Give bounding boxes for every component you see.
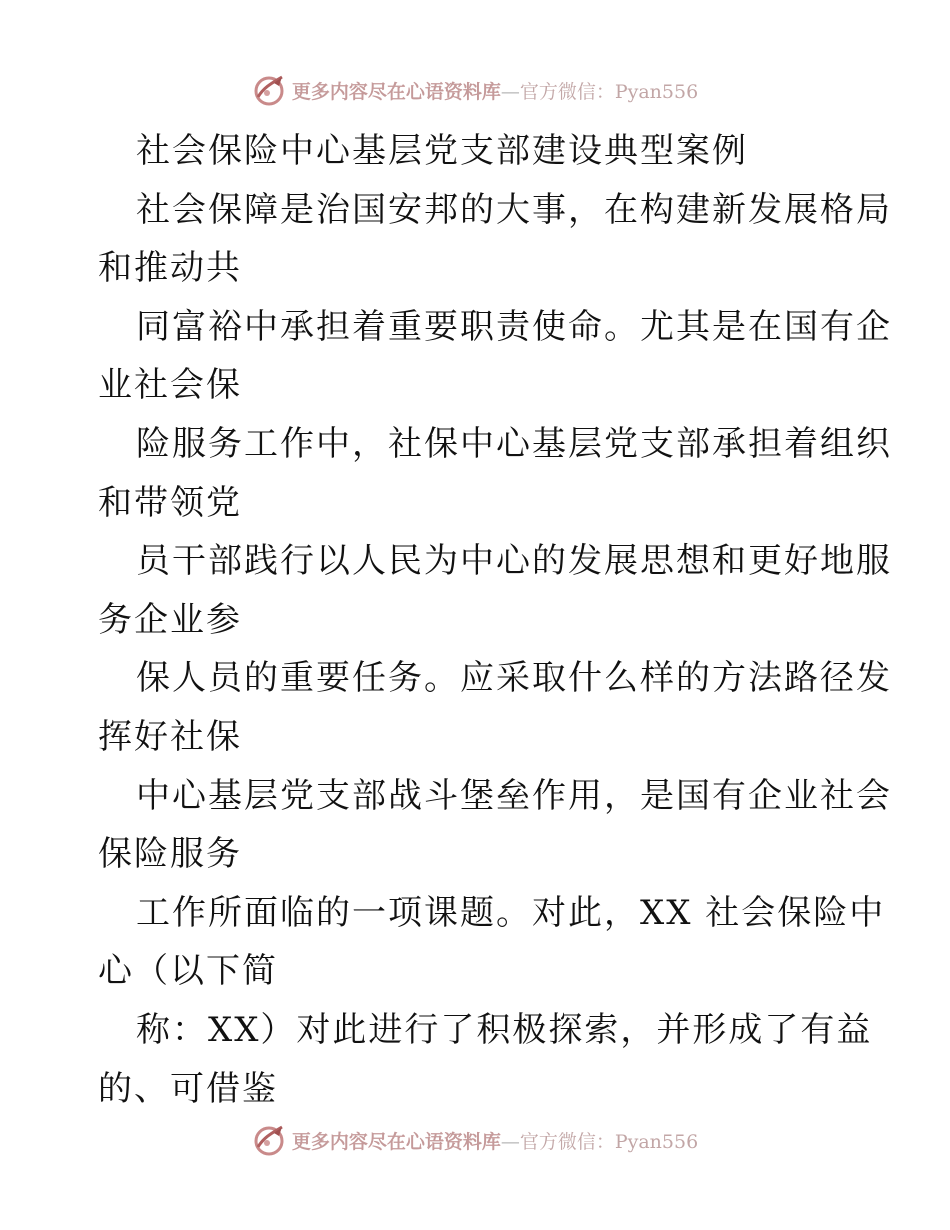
paragraph-line: 务企业参 bbox=[98, 599, 242, 640]
paragraph-line: 心（以下简 bbox=[98, 951, 278, 992]
paragraph-line: 保险服务 bbox=[98, 834, 242, 875]
paragraph-line: 员干部践行以人民为中心的发展思想和更好地服 bbox=[136, 541, 892, 582]
paragraph-line: 业社会保 bbox=[98, 365, 242, 406]
paragraph-line: 险服务工作中，社保中心基层党支部承担着组织 bbox=[136, 423, 892, 464]
paragraph-line: 和推动共 bbox=[98, 248, 242, 289]
pen-swirl-logo-icon bbox=[252, 1123, 286, 1157]
footer-watermark-banner bbox=[0, 1122, 950, 1158]
document-body bbox=[98, 122, 892, 1118]
paragraph-line: 社会保障是治国安邦的大事，在构建新发展格局 bbox=[136, 189, 892, 230]
paragraph-line: 的、可借鉴 bbox=[98, 1068, 278, 1109]
banner-text: 更多内容尽在心语资料库—官方微信：Pyan556 bbox=[291, 1130, 699, 1153]
document-title: 社会保险中心基层党支部建设典型案例 bbox=[136, 131, 748, 171]
paragraph-line: 中心基层党支部战斗堡垒作用，是国有企业社会 bbox=[136, 775, 892, 816]
paragraph-line: 称：XX）对此进行了积极探索，并形成了有益 bbox=[136, 1009, 873, 1050]
paragraph-line: 工作所面临的一项课题。对此，XX 社会保险中 bbox=[136, 892, 886, 933]
paragraph-line: 同富裕中承担着重要职责使命。尤其是在国有企 bbox=[136, 306, 892, 347]
pen-swirl-logo-icon bbox=[252, 73, 286, 107]
banner-text: 更多内容尽在心语资料库—官方微信：Pyan556 bbox=[291, 80, 699, 103]
paragraph-line: 和带领党 bbox=[98, 482, 242, 523]
paragraph-line: 挥好社保 bbox=[98, 716, 242, 757]
header-watermark-banner bbox=[0, 72, 950, 108]
paragraph-line: 保人员的重要任务。应采取什么样的方法路径发 bbox=[136, 658, 892, 699]
